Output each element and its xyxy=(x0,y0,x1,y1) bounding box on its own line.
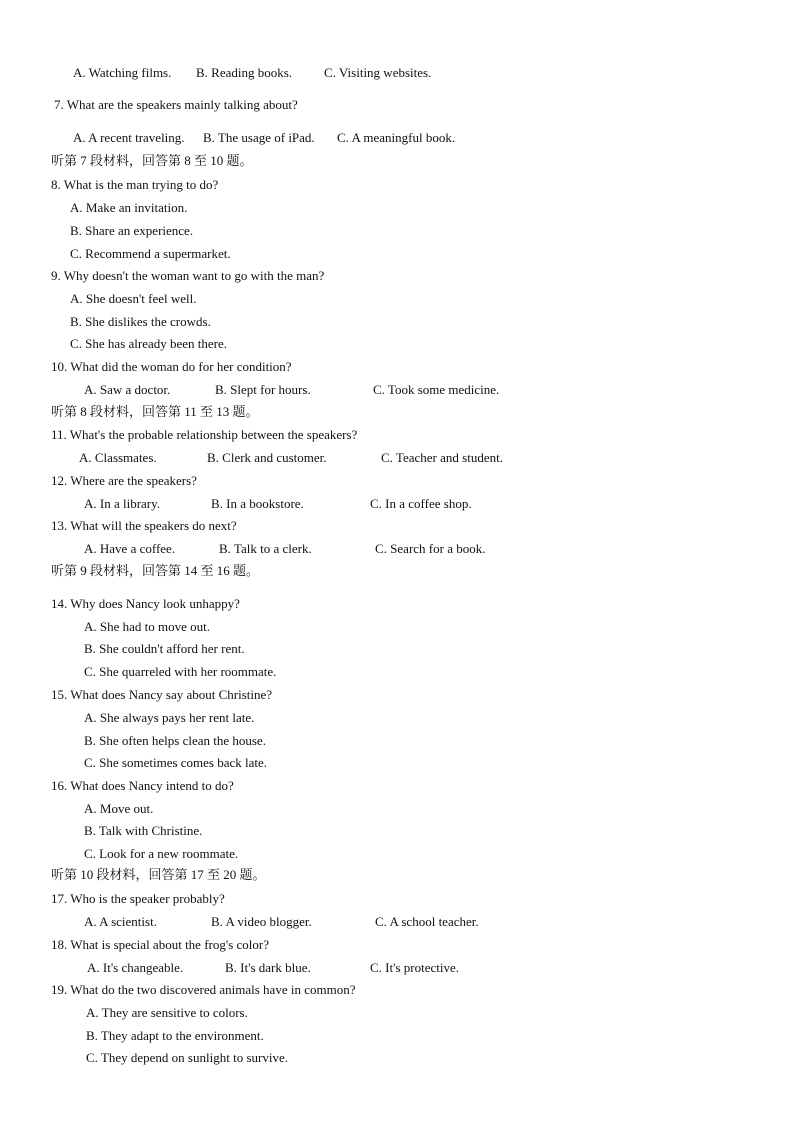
question-18: 18. What is special about the frog's color? xyxy=(51,937,269,952)
question-8: 8. What is the man trying to do? xyxy=(51,177,219,192)
section-heading-7: 听第 7 段材料，回答第 8 至 10 题。 xyxy=(51,153,253,168)
q16-option-b: B. Talk with Christine. xyxy=(84,823,203,838)
question-12: 12. Where are the speakers? xyxy=(51,473,197,488)
question-13: 13. What will the speakers do next? xyxy=(51,518,237,533)
q15-option-c: C. She sometimes comes back late. xyxy=(84,755,268,770)
q13-option-b: B. Talk to a clerk. xyxy=(219,541,312,556)
q14-option-b: B. She couldn't afford her rent. xyxy=(84,641,245,656)
section-heading-8: 听第 8 段材料，回答第 11 至 13 题。 xyxy=(51,404,259,419)
q14-option-a: A. She had to move out. xyxy=(84,619,211,634)
q19-option-c: C. They depend on sunlight to survive. xyxy=(86,1050,288,1065)
q10-option-c: C. Took some medicine. xyxy=(373,382,500,397)
q19-option-a: A. They are sensitive to colors. xyxy=(86,1005,248,1020)
section-heading-9: 听第 9 段材料，回答第 14 至 16 题。 xyxy=(51,563,260,578)
q17-option-c: C. A school teacher. xyxy=(375,914,479,929)
q11-option-a: A. Classmates. xyxy=(79,450,157,465)
q12-option-c: C. In a coffee shop. xyxy=(370,496,472,511)
question-11: 11. What's the probable relationship between the speakers? xyxy=(51,427,358,442)
q18-option-c: C. It's protective. xyxy=(370,960,459,975)
q12-option-a: A. In a library. xyxy=(84,496,161,511)
q17-option-b: B. A video blogger. xyxy=(211,914,312,929)
section-heading-10: 听第 10 段材料，回答第 17 至 20 题。 xyxy=(51,867,266,882)
q8-option-b: B. Share an experience. xyxy=(70,223,194,238)
q7-option-a: A. A recent traveling. xyxy=(73,130,185,145)
q13-option-c: C. Search for a book. xyxy=(375,541,486,556)
q18-option-b: B. It's dark blue. xyxy=(225,960,311,975)
q18-option-a: A. It's changeable. xyxy=(87,960,184,975)
q9-option-b: B. She dislikes the crowds. xyxy=(70,314,211,329)
q10-option-b: B. Slept for hours. xyxy=(215,382,311,397)
q15-option-a: A. She always pays her rent late. xyxy=(84,710,255,725)
q13-option-a: A. Have a coffee. xyxy=(84,541,176,556)
q11-option-c: C. Teacher and student. xyxy=(381,450,503,465)
question-10: 10. What did the woman do for her condition? xyxy=(51,359,292,374)
question-17: 17. Who is the speaker probably? xyxy=(51,891,225,906)
q8-option-c: C. Recommend a supermarket. xyxy=(70,246,231,261)
question-7: 7. What are the speakers mainly talking about? xyxy=(54,97,298,112)
q6-option-a: A. Watching films. xyxy=(73,65,172,80)
q6-option-b: B. Reading books. xyxy=(196,65,293,80)
q9-option-c: C. She has already been there. xyxy=(70,336,228,351)
question-15: 15. What does Nancy say about Christine? xyxy=(51,687,273,702)
q11-option-b: B. Clerk and customer. xyxy=(207,450,327,465)
q7-option-b: B. The usage of iPad. xyxy=(203,130,315,145)
q14-option-c: C. She quarreled with her roommate. xyxy=(84,664,277,679)
q6-option-c: C. Visiting websites. xyxy=(324,65,432,80)
q8-option-a: A. Make an invitation. xyxy=(70,200,188,215)
q15-option-b: B. She often helps clean the house. xyxy=(84,733,266,748)
q10-option-a: A. Saw a doctor. xyxy=(84,382,171,397)
question-16: 16. What does Nancy intend to do? xyxy=(51,778,234,793)
q16-option-c: C. Look for a new roommate. xyxy=(84,846,239,861)
q12-option-b: B. In a bookstore. xyxy=(211,496,304,511)
q7-option-c: C. A meaningful book. xyxy=(337,130,456,145)
question-9: 9. Why doesn't the woman want to go with the man? xyxy=(51,268,325,283)
q19-option-b: B. They adapt to the environment. xyxy=(86,1028,264,1043)
question-14: 14. Why does Nancy look unhappy? xyxy=(51,596,240,611)
question-19: 19. What do the two discovered animals have in common? xyxy=(51,982,356,997)
q17-option-a: A. A scientist. xyxy=(84,914,157,929)
q16-option-a: A. Move out. xyxy=(84,801,154,816)
q9-option-a: A. She doesn't feel well. xyxy=(70,291,197,306)
